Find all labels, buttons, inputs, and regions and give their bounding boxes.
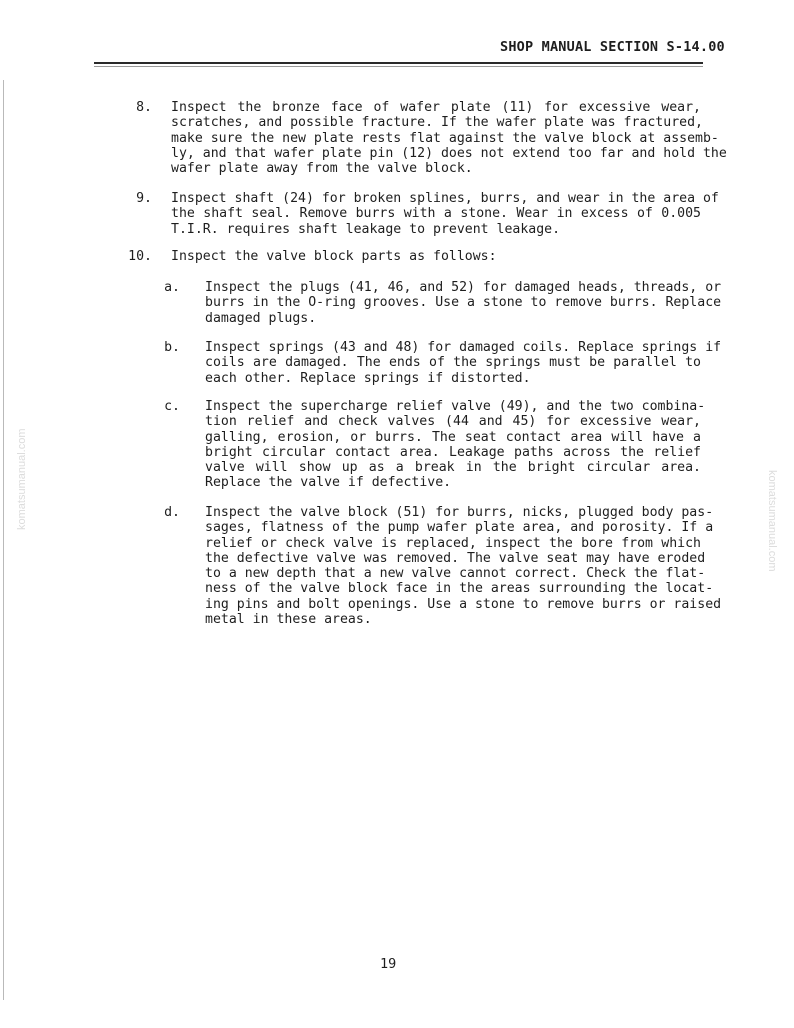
- text-line: ly, and that wafer plate pin (12) does not extend too far and hold the: [171, 145, 727, 161]
- text-line: ness of the valve block face in the areas surrounding the locat-: [205, 581, 714, 597]
- text-line: ing pins and bolt openings. Use a stone to remove burrs or raised: [205, 596, 722, 612]
- text-line: Inspect the supercharge relief valve (49), and the two combina-: [205, 399, 706, 414]
- item-text: [205, 340, 722, 386]
- text-line: Inspect the plugs (41, 46, and 52) for damaged heads, threads, or: [205, 280, 722, 295]
- text-line: bright circular contact area. Leakage paths across the relief: [205, 444, 701, 460]
- text-line: make sure the new plate rests flat against the valve block at assemb-: [171, 130, 719, 146]
- item-text: [205, 280, 722, 326]
- text-line: Inspect shaft (24) for broken splines, burrs, and wear in the area of: [171, 191, 719, 206]
- header-rule-secondary: [94, 66, 703, 67]
- header-rule: [94, 62, 703, 64]
- text-line: tion relief and check valves (44 and 45) for excessive wear,: [205, 414, 701, 430]
- text-line: damaged plugs.: [205, 310, 317, 326]
- text-line: sages, flatness of the pump wafer plate area, and porosity. If a: [205, 520, 714, 536]
- item-number: 10.: [128, 249, 152, 264]
- item-number: a.: [164, 280, 180, 295]
- page-number: 19: [380, 956, 397, 972]
- item-text: [205, 505, 722, 628]
- item-text: [171, 249, 701, 264]
- item-number: 8.: [136, 100, 152, 115]
- item-number: c.: [164, 399, 180, 414]
- text-line: galling, erosion, or burrs. The seat contact area will have a: [205, 429, 701, 445]
- text-line: Inspect the bronze face of wafer plate (11) for excessive wear,: [171, 100, 701, 115]
- item-text: [205, 399, 706, 491]
- text-line: Replace the valve if defective.: [205, 475, 452, 491]
- text-line: the shaft seal. Remove burrs with a stone. Wear in excess of 0.005: [171, 206, 701, 222]
- item-text: [171, 100, 727, 177]
- text-line: wafer plate away from the valve block.: [171, 161, 473, 177]
- text-line: to a new depth that a new valve cannot correct. Check the flat-: [205, 566, 706, 582]
- page-header: SHOP MANUAL SECTION S-14.00: [500, 39, 725, 55]
- item-number: 9.: [136, 191, 152, 206]
- text-line: scratches, and possible fracture. If the wafer plate was fractured,: [171, 115, 703, 131]
- item-number: d.: [164, 505, 180, 520]
- text-line: burrs in the O-ring grooves. Use a stone to remove burrs. Replace: [205, 295, 722, 311]
- text-line: the defective valve was removed. The valve seat may have eroded: [205, 550, 706, 566]
- watermark-left: komatsumanual.com: [16, 428, 28, 530]
- text-line: coils are damaged. The ends of the springs must be parallel to: [205, 355, 701, 371]
- text-line: Inspect springs (43 and 48) for damaged coils. Replace springs if: [205, 340, 722, 355]
- item-number: b.: [164, 340, 180, 355]
- text-line: valve will show up as a break in the bright circular area.: [205, 460, 701, 476]
- text-line: metal in these areas.: [205, 612, 372, 628]
- text-line: Inspect the valve block parts as follows:: [171, 249, 497, 264]
- text-line: each other. Replace springs if distorted.: [205, 370, 531, 386]
- text-line: T.I.R. requires shaft leakage to prevent leakage.: [171, 221, 561, 237]
- text-line: Inspect the valve block (51) for burrs, nicks, plugged body pas-: [205, 505, 714, 520]
- text-line: relief or check valve is replaced, inspect the bore from which: [205, 535, 701, 551]
- item-text: [171, 191, 719, 237]
- page-edge-line: [3, 80, 4, 1000]
- watermark-right: komatsumanual.com: [766, 470, 778, 572]
